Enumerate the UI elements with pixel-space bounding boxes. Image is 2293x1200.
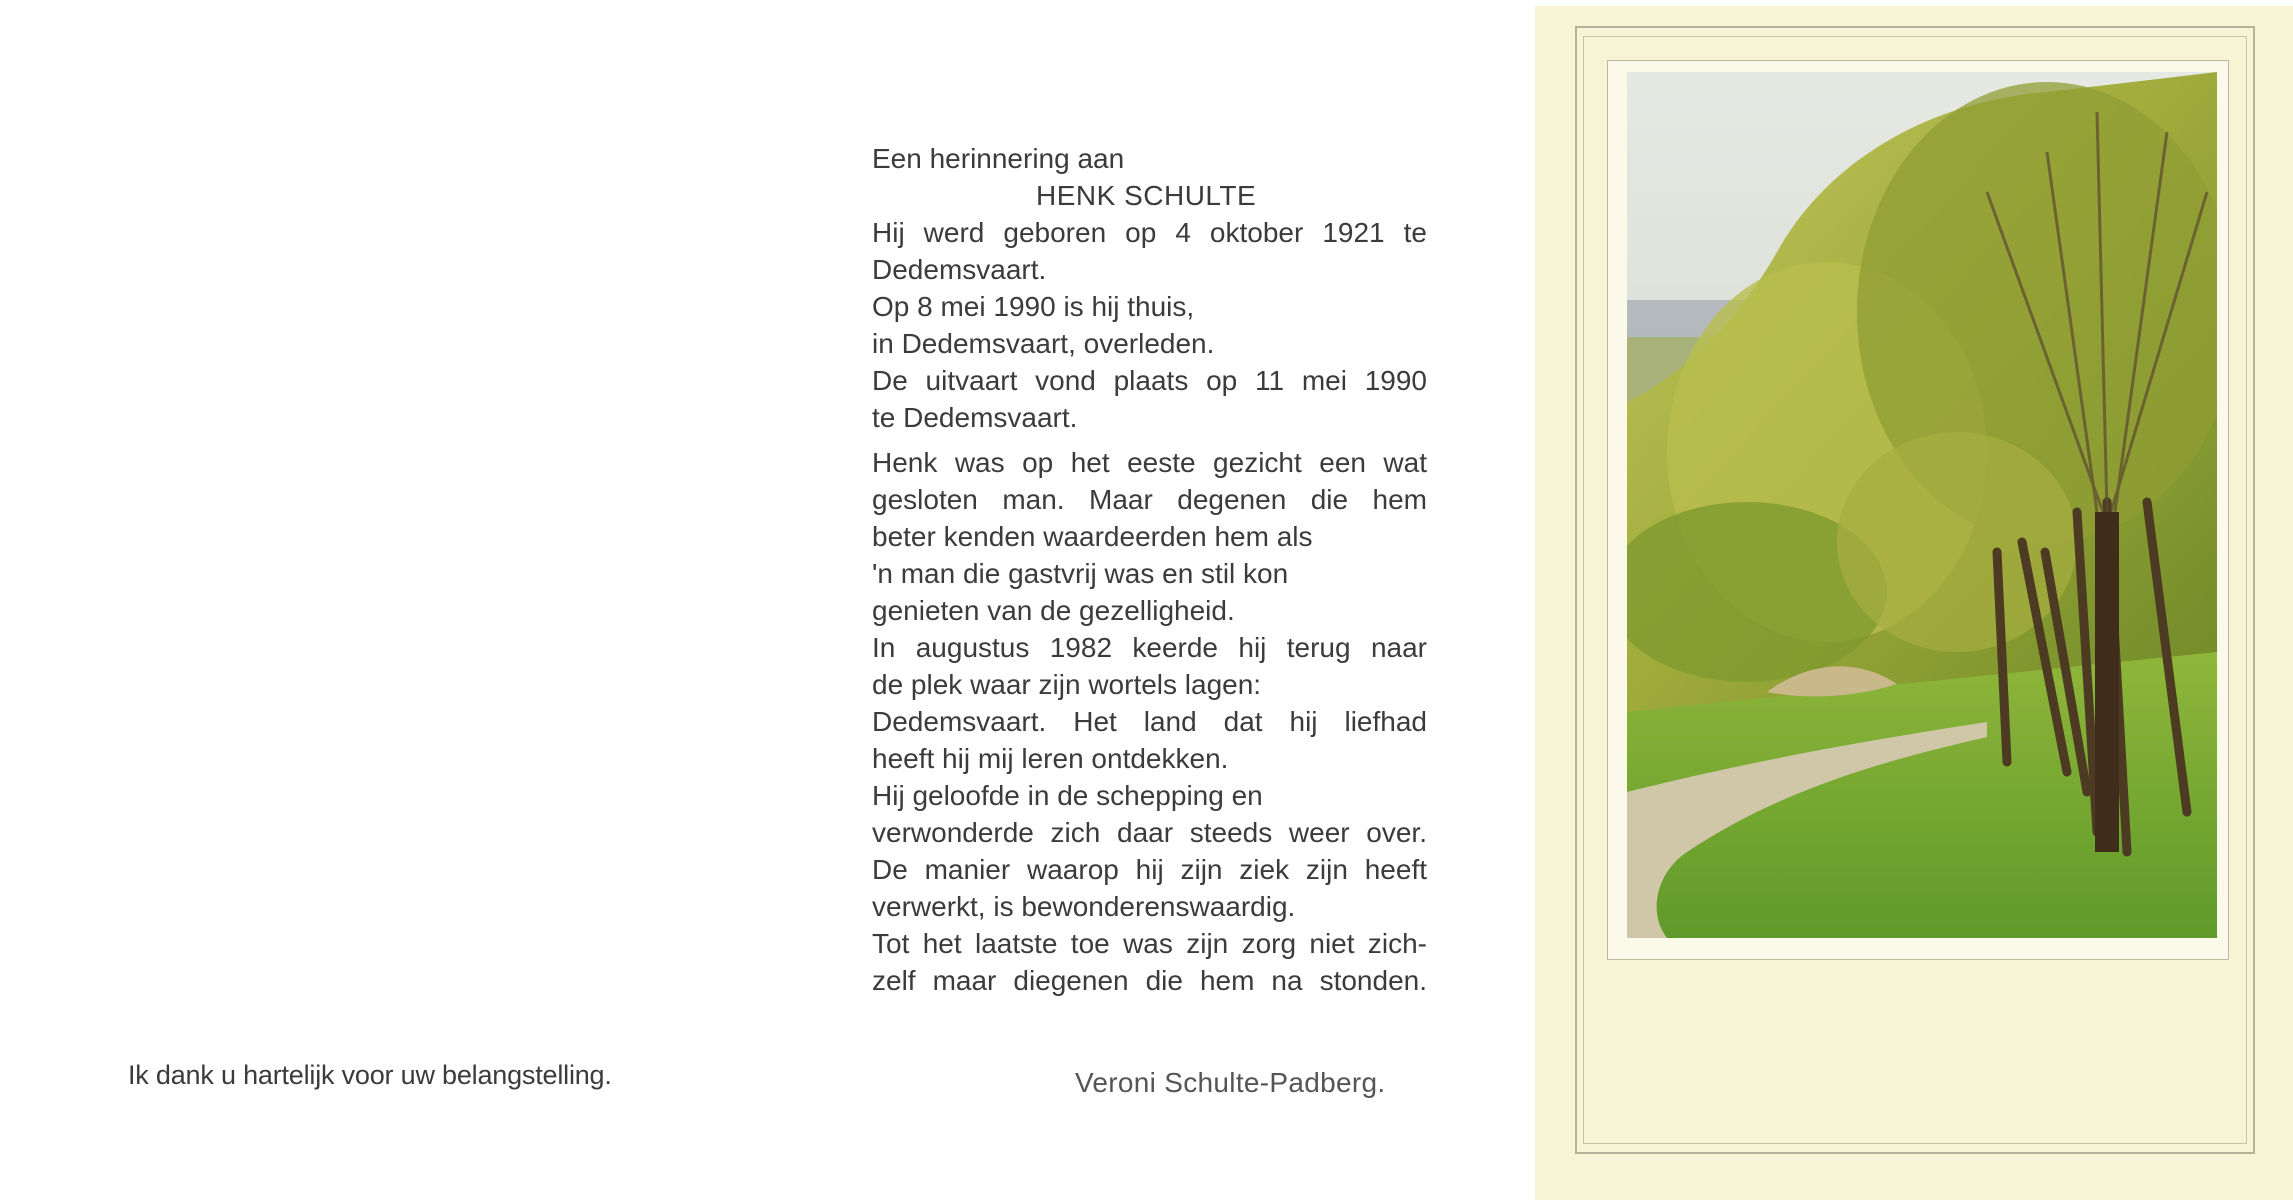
story-line: beter kenden waardeerden hem als [872, 521, 1313, 552]
memorial-text [872, 140, 1427, 999]
thanks-line: Ik dank u hartelijk voor uw belangstelling. [128, 1060, 612, 1090]
story-line: Henk was op het eeste gezicht een wat [872, 447, 1427, 478]
birth-line: Dedemsvaart. [872, 254, 1047, 285]
story-line: Dedemsvaart. Het land dat hij liefhad [872, 706, 1427, 737]
signature: Veroni Schulte-Padberg. [1075, 1067, 1386, 1098]
funeral-line: De uitvaart vond plaats op 11 mei 1990 [872, 365, 1427, 396]
story-line: heeft hij mij leren ontdekken. [872, 743, 1229, 774]
story-line: Hij geloofde in de schepping en [872, 780, 1263, 811]
deceased-name: HENK SCHULTE [1036, 180, 1257, 211]
story-line: de plek waar zijn wortels lagen: [872, 669, 1262, 700]
intro-line: Een herinnering aan [872, 143, 1125, 174]
story-line: Tot het laatste toe was zijn zorg niet zich- [872, 928, 1427, 959]
funeral-line: te Dedemsvaart. [872, 402, 1078, 433]
story-line: De manier waarop hij zijn ziek zijn heeft [872, 854, 1427, 885]
birth-line: Hij werd geboren op 4 oktober 1921 te [872, 217, 1427, 248]
story-line: genieten van de gezelligheid. [872, 595, 1235, 626]
willow-path-image [1627, 72, 2217, 938]
story-line: gesloten man. Maar degenen die hem [872, 484, 1427, 515]
death-line: in Dedemsvaart, overleden. [872, 328, 1215, 359]
landscape-photo [1627, 72, 2217, 938]
story-line: zelf maar diegenen die hem na stonden. [872, 965, 1427, 996]
story-line: verwonderde zich daar steeds weer over. [872, 817, 1427, 848]
story-line: verwerkt, is bewonderenswaardig. [872, 891, 1296, 922]
story-line: In augustus 1982 keerde hij terug naar [872, 632, 1427, 663]
death-line: Op 8 mei 1990 is hij thuis, [872, 291, 1195, 322]
story-line: 'n man die gastvrij was en stil kon [872, 558, 1289, 589]
card-front [1535, 6, 2293, 1200]
